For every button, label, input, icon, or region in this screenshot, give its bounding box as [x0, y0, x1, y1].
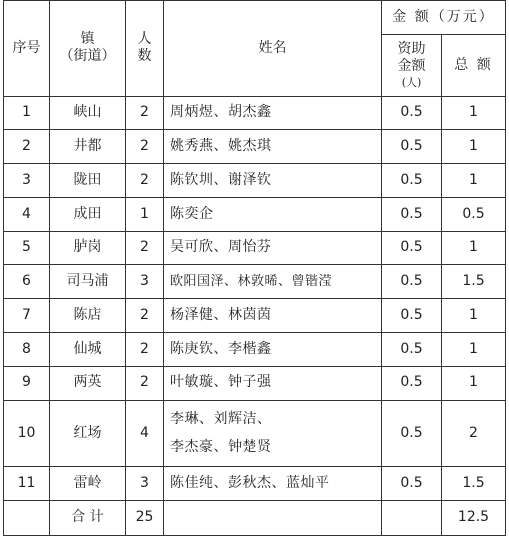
cell-subsidy: 0.5	[382, 164, 442, 198]
cell-seq: 10	[4, 400, 50, 466]
header-row-top	[4, 1, 506, 35]
cell-names: 陈佳纯、彭秋杰、蓝灿平	[164, 466, 382, 500]
cell-seq: 2	[4, 130, 50, 164]
cell-subsidy: 0.5	[382, 96, 442, 130]
cell-subsidy: 0.5	[382, 231, 442, 265]
cell-count: 2	[126, 299, 164, 333]
cell-count: 3	[126, 466, 164, 500]
cell-seq: 7	[4, 299, 50, 333]
cell-names: 吴可欣、周怡芬	[164, 231, 382, 265]
cell-town: 峡山	[50, 96, 126, 130]
cell-seq: 1	[4, 96, 50, 130]
cell-names: 陈奕企	[164, 197, 382, 231]
cell-total: 2	[442, 400, 506, 466]
cell-count: 2	[126, 130, 164, 164]
table-row	[4, 130, 506, 164]
cell-seq: 11	[4, 466, 50, 500]
table-row	[4, 366, 506, 400]
header-town-line1: 镇	[80, 30, 95, 47]
cell-total: 1	[442, 366, 506, 400]
cell-seq: 5	[4, 231, 50, 265]
total-row	[4, 500, 506, 535]
cell-total: 1.5	[442, 466, 506, 500]
cell-count: 2	[126, 164, 164, 198]
cell-count: 2	[126, 96, 164, 130]
table-row	[4, 400, 506, 466]
cell-subsidy: 0.5	[382, 366, 442, 400]
cell-names: 杨泽健、林茵茵	[164, 299, 382, 333]
total-count: 25	[126, 500, 164, 535]
cell-names: 姚秀燕、姚杰琪	[164, 130, 382, 164]
cell-count: 3	[126, 265, 164, 299]
table-row	[4, 466, 506, 500]
cell-count: 2	[126, 366, 164, 400]
header-seq: 序号	[4, 1, 50, 97]
total-empty-subsidy	[382, 500, 442, 535]
cell-total: 0.5	[442, 197, 506, 231]
header-subsidy-line2: 金额	[397, 58, 426, 75]
cell-names	[164, 400, 382, 466]
cell-town: 陇田	[50, 164, 126, 198]
total-amount: 12.5	[442, 500, 506, 535]
header-subsidy-line1: 资助	[397, 40, 426, 57]
cell-names: 叶敏璇、钟子强	[164, 366, 382, 400]
cell-names-line1: 李琳、刘辉洁、	[170, 411, 272, 428]
header-count-line1: 人	[137, 30, 152, 47]
cell-count: 2	[126, 333, 164, 367]
cell-subsidy: 0.5	[382, 299, 442, 333]
cell-town: 雷岭	[50, 466, 126, 500]
cell-total: 1	[442, 96, 506, 130]
cell-town: 成田	[50, 197, 126, 231]
table-row	[4, 164, 506, 198]
header-town	[50, 1, 126, 97]
cell-names: 周炳煜、胡杰鑫	[164, 96, 382, 130]
cell-subsidy: 0.5	[382, 197, 442, 231]
cell-town: 两英	[50, 366, 126, 400]
cell-total: 1	[442, 299, 506, 333]
cell-seq: 4	[4, 197, 50, 231]
header-subsidy-line3: (人)	[401, 75, 422, 89]
cell-total: 1	[442, 164, 506, 198]
cell-seq: 3	[4, 164, 50, 198]
table-row	[4, 96, 506, 130]
cell-town: 红场	[50, 400, 126, 466]
cell-town: 司马浦	[50, 265, 126, 299]
cell-town: 仙城	[50, 333, 126, 367]
cell-town: 陈店	[50, 299, 126, 333]
total-label: 合 计	[50, 500, 126, 535]
cell-subsidy: 0.5	[382, 466, 442, 500]
table-row	[4, 231, 506, 265]
cell-total: 1	[442, 333, 506, 367]
cell-seq: 9	[4, 366, 50, 400]
cell-town: 井都	[50, 130, 126, 164]
table-row	[4, 333, 506, 367]
cell-count: 4	[126, 400, 164, 466]
cell-count: 2	[126, 231, 164, 265]
header-subsidy	[382, 35, 442, 96]
header-count	[126, 1, 164, 97]
cell-total: 1	[442, 231, 506, 265]
cell-subsidy: 0.5	[382, 265, 442, 299]
subsidy-table	[3, 0, 506, 536]
cell-seq: 6	[4, 265, 50, 299]
cell-count: 1	[126, 197, 164, 231]
cell-total: 1	[442, 130, 506, 164]
total-empty-names	[164, 500, 382, 535]
header-count-line2: 数	[137, 48, 152, 65]
cell-total: 1.5	[442, 265, 506, 299]
header-total: 总 额	[442, 35, 506, 96]
header-town-line2: （街道）	[59, 48, 116, 65]
table-row	[4, 265, 506, 299]
cell-names-line2: 李杰豪、钟楚贤	[170, 439, 272, 456]
total-empty-seq	[4, 500, 50, 535]
cell-subsidy: 0.5	[382, 400, 442, 466]
cell-names: 欧阳国泽、林敦晞、曾锴滢	[164, 265, 382, 299]
cell-names: 陈庚钦、李楷鑫	[164, 333, 382, 367]
table-row	[4, 299, 506, 333]
cell-subsidy: 0.5	[382, 333, 442, 367]
table-row	[4, 197, 506, 231]
header-money-group: 金 额（万元）	[382, 1, 506, 35]
cell-subsidy: 0.5	[382, 130, 442, 164]
cell-town: 胪岗	[50, 231, 126, 265]
cell-names: 陈钦圳、谢泽钦	[164, 164, 382, 198]
cell-seq: 8	[4, 333, 50, 367]
header-names: 姓名	[164, 1, 382, 97]
